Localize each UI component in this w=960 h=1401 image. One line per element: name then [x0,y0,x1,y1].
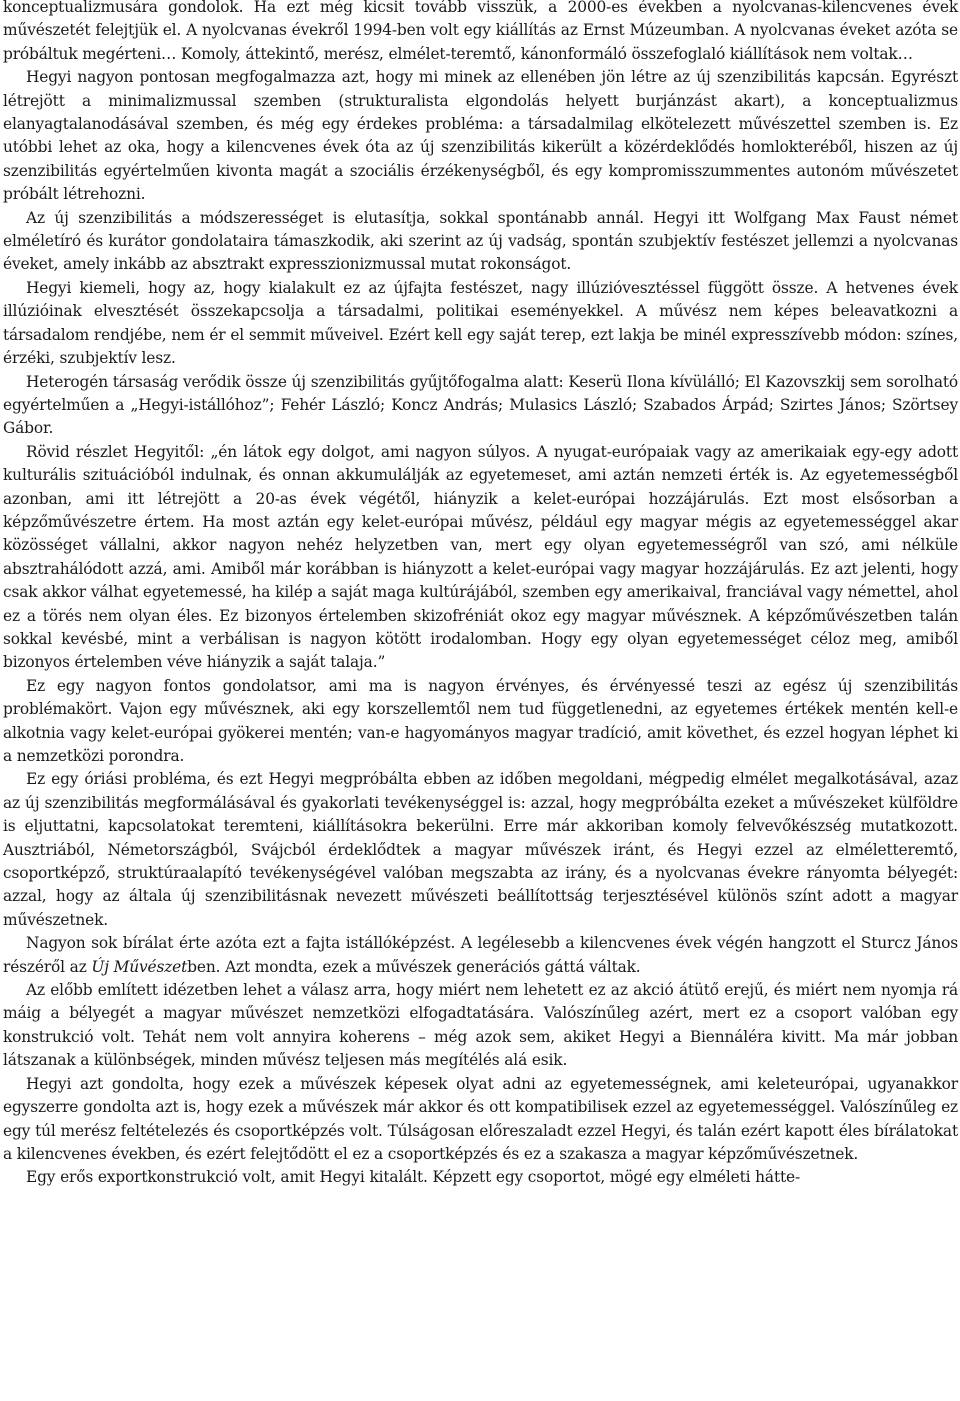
paragraph-8: Ez egy óriási probléma, és ezt Hegyi megpróbálta ebben az időben megoldani, mégpedig elmélet megalkotásával, azaz az új szenzibilitás megformálásával és gyakorlati tevékenységgel is: azzal, hogy megpróbálta ezeket a művészeket külföldre is eljuttatni, kapcsolatokat teremteni, kiállításokra bekerülni. Erre már akkoriban komoly felvevőkészség mutatkozott. Ausztriából, Németországból, Svájcból érdeklődtek a magyar művészek iránt, és Hegyi ezzel az elméletteremtő, csoportképző, struktúraalapító tevékenységével valóban megszabta az irány, és a nyolcvanas évekre rányomta bélyegét: azzal, hogy az általa új szenzibilitásnak nevezett művészeti beállítottság terjesztésével különös színt adott a magyar művészetnek. [3,770,958,929]
paragraph-1: konceptualizmusára gondolok. Ha ezt még kicsit tovább visszük, a 2000-es években a nyolcvanas-kilencvenes évek művészetét felejtjük el. A nyolcvanas évekről 1994-ben volt egy kiállítás az Ernst Múzeumban. A nyolcvanas éveket azóta se próbáltuk megérteni… Komoly, áttekintő, merész, elmélet-teremtő, kánonformáló összefoglaló kiállítások nem voltak… [3,0,958,63]
paragraph-4: Hegyi kiemeli, hogy az, hogy kialakult ez az újfajta festészet, nagy illúzióvesztéssel függött össze. A hetvenes évek illúzióinak elvesztését összekapcsolja a társadalmi, politikai eseményekkel. A művész nem képes beleavatkozni a társadalom rendjébe, nem ér el semmit műveivel. Ezért kell egy saját terep, ezt lakja be minél expresszívebb módon: színes, érzéki, szubjektív lesz. [3,278,958,368]
journal-title: Új Művészet [91,957,188,976]
paragraph-2: Hegyi nagyon pontosan megfogalmazza azt, hogy mi minek az ellenében jön létre az új szenzibilitás kapcsán. Egyrészt létrejött a minimalizmussal szemben (strukturalista elgondolás helyett burjánzást akart), a konceptualizmus elanyagtalanodásával szemben, és még egy érdekes probléma: a társadalmilag elkötelezett művészettel szemben is. Ez utóbbi lehet az oka, hogy a kilencvenes évek óta az új szenzibilitás kikerült a közérdeklődés homlokteréből, hiszen az új szenzibilitás egyértelműen kivonta magát a szociális érzékenységből, és egy kompromisszummentes autonóm művészetet próbált létrehozni. [3,68,958,204]
paragraph-3: Az új szenzibilitás a módszerességet is elutasítja, sokkal spontánabb annál. Hegyi itt Wolfgang Max Faust német elméletíró és kurátor gondolataira támaszkodik, aki szerint az új vadság, spontán szubjektív festészet jellemzi a nyolcvanas éveket, amely inkább az absztrakt expresszionizmussal mutat rokonságot. [3,208,958,274]
paragraph-7: Ez egy nagyon fontos gondolatsor, ami ma is nagyon érvényes, és érvényessé teszi az egész új szenzibilitás problémakört. Vajon egy művésznek, aki egy korszellemtől nem tud függetlenedni, az egyetemes értékek mentén kell-e alkotnia vagy kelet-európai gyökerei mentén; van-e hagyományos magyar tradíció, amit követhet, és ezzel hogyan léphet ki a nemzetközi porondra. [3,676,958,765]
paragraph-10: Az előbb említett idézetben lehet a válasz arra, hogy miért nem lehetett ez az akció átütő erejű, és miért nem nyomja rá máig a bélyegét a magyar művészet nemzetközi elfogadtatására. Valószínűleg azért, mert ez a csoport valóban egy konstrukció volt. Tehát nem volt annyira koherens – még azok sem, akiket Hegyi a Biennáléra kivitt. Ma már jobban látszanak a különbségek, minden művész teljesen más megítélés alá esik. [3,981,958,1070]
paragraph-6-quote: Rövid részlet Hegyitől: „én látok egy dolgot, ami nagyon súlyos. A nyugat-európaiak vagy az amerikaiak egy-egy adott kulturális szituációból indulnak, és onnan akkumulálják az egyetemeset, ami aztán nemzeti érték is. Az egyetemességből azonban, ami itt létrejött a 20-as évek végétől, hiányzik a kelet-európai hozzájárulás. Ezt most elsősorban a képzőművészetre értem. Ha most aztán egy kelet-európai művész, például egy magyar mégis az egyetemességgel akar közösséget vállalni, akkor nagyon nehéz helyzetben van, mert egy olyan egyetemességről van szó, ami nélküle absztrahálódott azzá, ami. Amiből már korábban is hiányzott a kelet-európai vagy magyar hozzájárulás. Ez azt jelenti, hogy csak akkor válhat egyetemessé, ha kilép a saját maga kultúrájából, szemben egy amerikaival, franciával vagy némettel, ahol ez a törés nem olyan éles. Ez bizonyos értelemben skizofréniát okoz egy magyar művésznek. A képzőművészetben talán sokkal kevésbé, mint a verbálisan is nagyon kötött irodalomban. Hogy egy olyan egyetemességet céloz meg, amiből bizonyos értelemben véve hiányzik a saját talaja.” [3,442,958,672]
paragraph-12: Egy erős exportkonstrukció volt, amit Hegyi kitalált. Képzett egy csoportot, mögé egy elméleti hátte- [26,1168,801,1187]
paragraph-5: Heterogén társaság verődik össze új szenzibilitás gyűjtőfogalma alatt: Keserü Ilona kívülálló; El Kazovszkij sem sorolható egyértelműen a „Hegyi-istállóhoz”; Fehér László; Koncz András; Mulasics László; Szabados Árpád; Szirtes János; Szörtsey Gábor. [3,372,958,438]
paragraph-9 [3,932,958,979]
paragraph-9-text-end: ben. Azt mondta, ezek a művészek generációs gáttá váltak. [187,957,641,976]
paragraph-9-text: Nagyon sok bírálat érte azóta ezt a fajta istállóképzést. A legélesebb a kilencvenes évek végén hangzott el Sturcz János részéről az [3,934,958,976]
paragraph-11: Hegyi azt gondolta, hogy ezek a művészek képesek olyat adni az egyetemességnek, ami keleteurópai, ugyanakkor egyszerre gondolta azt is, hogy ezek a művészek már akkor és ott kompatibilisek ezzel az egyetemességgel. Valószínűleg ez egy túl merész feltételezés és csoportképzés volt. Túlságosan előreszaladt ezzel Hegyi, és talán ezért kapott éles bírálatokat a kilencvenes években, és ezért felejtődött el ez a csoportképzés és ez a szakasza a magyar képzőművészetnek. [3,1074,958,1163]
